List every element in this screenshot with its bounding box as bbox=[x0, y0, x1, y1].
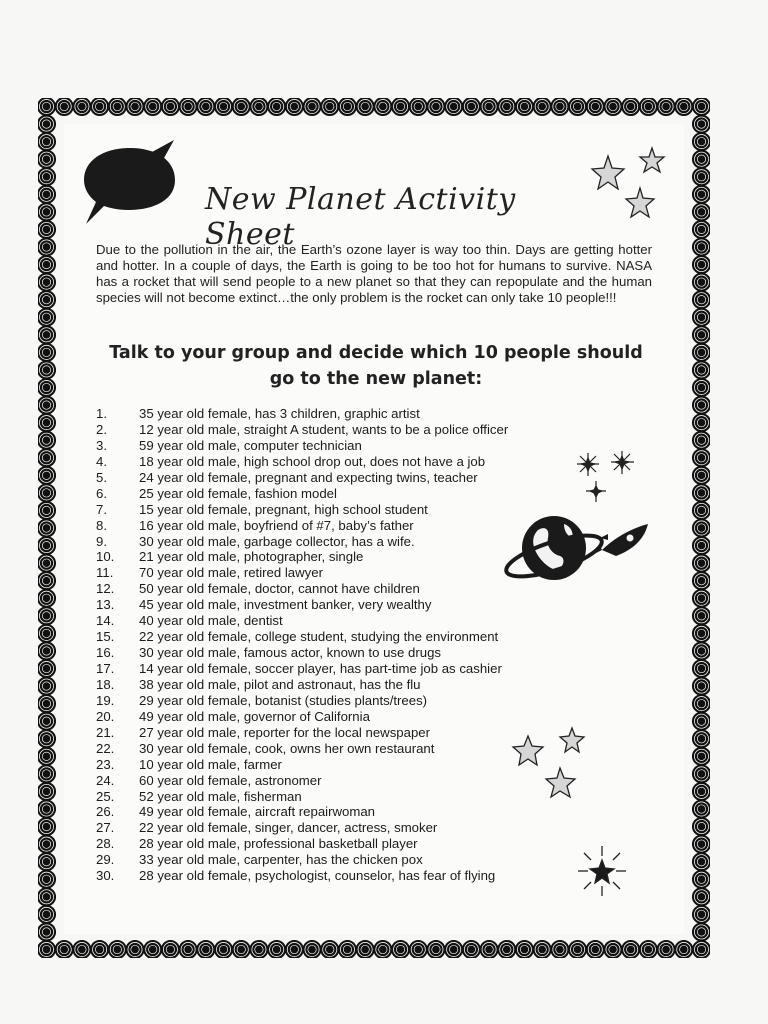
list-item bbox=[96, 438, 566, 454]
list-item bbox=[96, 661, 566, 677]
list-item-number: 16. bbox=[96, 645, 115, 661]
list-item bbox=[96, 693, 566, 709]
list-item bbox=[96, 741, 566, 757]
list-item bbox=[96, 470, 566, 486]
list-item-text: 49 year old female, aircraft repairwoman bbox=[139, 804, 376, 820]
intro-paragraph: Due to the pollution in the air, the Earth’s ozone layer is way too thin. Days are getting hotter and hotter. In a couple of days, the Earth is going to be too hot for humans to survive. NASA has a rocket that will send people to a new planet so that they can repopulate and the human species will not become extinct…the only problem is the rocket can only take 10 people!!! bbox=[96, 242, 652, 305]
sparkle-icon bbox=[574, 844, 630, 900]
list-item-number: 27. bbox=[96, 820, 115, 836]
list-item bbox=[96, 820, 566, 836]
list-item-text: 21 year old male, photographer, single bbox=[139, 549, 364, 565]
list-item-number: 9. bbox=[96, 533, 107, 549]
list-item bbox=[96, 454, 566, 470]
list-item bbox=[96, 773, 566, 789]
list-item bbox=[96, 502, 566, 518]
list-item-number: 2. bbox=[96, 421, 107, 437]
list-item-text: 27 year old male, reporter for the local newspaper bbox=[139, 724, 431, 740]
speech-bubble-icon bbox=[80, 140, 180, 230]
list-item-text: 33 year old male, carpenter, has the chicken pox bbox=[139, 852, 423, 868]
list-item-text: 35 year old female, has 3 children, graphic artist bbox=[139, 406, 420, 421]
list-item-number: 12. bbox=[96, 581, 115, 597]
list-item-text: 12 year old male, straight A student, wants to be a police officer bbox=[139, 421, 509, 437]
list-item-text: 28 year old male, professional basketball player bbox=[139, 836, 418, 852]
list-item-number: 6. bbox=[96, 485, 107, 501]
list-item bbox=[96, 406, 566, 422]
list-item-number: 11. bbox=[96, 565, 114, 581]
list-item bbox=[96, 804, 566, 820]
list-item bbox=[96, 549, 566, 565]
list-item-text: 59 year old male, computer technician bbox=[139, 437, 362, 453]
list-item-text: 22 year old female, singer, dancer, actress, smoker bbox=[139, 820, 438, 836]
list-item-text: 49 year old male, governor of California bbox=[139, 708, 370, 724]
list-item-text: 14 year old female, soccer player, has part-time job as cashier bbox=[139, 661, 502, 676]
list-item bbox=[96, 422, 566, 438]
list-item-number: 24. bbox=[96, 772, 115, 788]
list-item-number: 3. bbox=[96, 437, 107, 453]
list-item-text: 15 year old female, pregnant, high school student bbox=[139, 501, 428, 517]
list-item bbox=[96, 725, 566, 741]
list-item-number: 15. bbox=[96, 629, 115, 645]
list-item-text: 60 year old female, astronomer bbox=[139, 772, 322, 788]
list-item-number: 18. bbox=[96, 676, 115, 692]
list-item bbox=[96, 534, 566, 550]
list-item-text: 52 year old male, fisherman bbox=[139, 788, 302, 804]
list-item-number: 19. bbox=[96, 692, 115, 708]
list-item-number: 1. bbox=[96, 406, 107, 421]
planet-icon bbox=[502, 510, 606, 586]
star-icon bbox=[588, 144, 670, 226]
list-item-number: 17. bbox=[96, 661, 115, 676]
list-item-number: 28. bbox=[96, 836, 115, 852]
list-item-text: 38 year old male, pilot and astronaut, has the flu bbox=[139, 676, 421, 692]
list-item bbox=[96, 789, 566, 805]
list-item-text: 30 year old male, garbage collector, has a wife. bbox=[139, 533, 415, 549]
list-item-number: 5. bbox=[96, 469, 107, 485]
list-item bbox=[96, 757, 566, 773]
list-item-number: 22. bbox=[96, 740, 115, 756]
list-item-text: 28 year old female, psychologist, counselor, has fear of flying bbox=[139, 868, 496, 884]
page-title: New Planet Activity Sheet bbox=[205, 182, 516, 252]
list-item-text: 29 year old female, botanist (studies plants/trees) bbox=[139, 692, 428, 708]
list-item-number: 13. bbox=[96, 597, 115, 613]
list-item-number: 21. bbox=[96, 724, 115, 740]
list-item bbox=[96, 868, 566, 884]
list-item-text: 16 year old male, boyfriend of #7, baby’s father bbox=[139, 517, 414, 533]
candidate-list bbox=[96, 406, 566, 884]
list-item-number: 26. bbox=[96, 804, 115, 820]
list-item-number: 10. bbox=[96, 549, 115, 565]
list-item bbox=[96, 597, 566, 613]
list-item-number: 29. bbox=[96, 852, 115, 868]
list-item-number: 25. bbox=[96, 788, 115, 804]
list-item bbox=[96, 709, 566, 725]
list-item-number: 8. bbox=[96, 517, 107, 533]
list-item-number: 30. bbox=[96, 868, 115, 884]
list-item-number: 4. bbox=[96, 453, 107, 469]
rocket-icon bbox=[594, 520, 650, 560]
list-item-number: 14. bbox=[96, 613, 115, 629]
list-item-text: 50 year old female, doctor, cannot have children bbox=[139, 581, 420, 597]
list-item bbox=[96, 677, 566, 693]
list-item bbox=[96, 645, 566, 661]
list-item bbox=[96, 613, 566, 629]
list-item-number: 20. bbox=[96, 708, 115, 724]
list-item-text: 45 year old male, investment banker, very wealthy bbox=[139, 597, 432, 613]
list-item bbox=[96, 629, 566, 645]
list-item-text: 18 year old male, high school drop out, does not have a job bbox=[139, 453, 486, 469]
list-item-text: 70 year old male, retired lawyer bbox=[139, 565, 323, 581]
list-item bbox=[96, 836, 566, 852]
list-item-number: 23. bbox=[96, 756, 115, 772]
list-item bbox=[96, 518, 566, 534]
instruction-heading: Talk to your group and decide which 10 people should go to the new planet: bbox=[109, 343, 643, 389]
list-item-text: 22 year old female, college student, studying the environment bbox=[139, 629, 499, 645]
sparkle-icon bbox=[572, 450, 644, 508]
list-item bbox=[96, 565, 566, 581]
star-icon bbox=[510, 724, 594, 804]
list-item-text: 40 year old male, dentist bbox=[139, 613, 283, 629]
list-item-text: 30 year old male, famous actor, known to use drugs bbox=[139, 645, 442, 661]
list-item-number: 7. bbox=[96, 501, 107, 517]
list-item bbox=[96, 486, 566, 502]
list-item bbox=[96, 852, 566, 868]
list-item-text: 25 year old female, fashion model bbox=[139, 485, 337, 501]
list-item-text: 10 year old male, farmer bbox=[139, 756, 282, 772]
list-item-text: 30 year old female, cook, owns her own restaurant bbox=[139, 740, 435, 756]
list-item-text: 24 year old female, pregnant and expecting twins, teacher bbox=[139, 469, 478, 485]
list-item bbox=[96, 581, 566, 597]
